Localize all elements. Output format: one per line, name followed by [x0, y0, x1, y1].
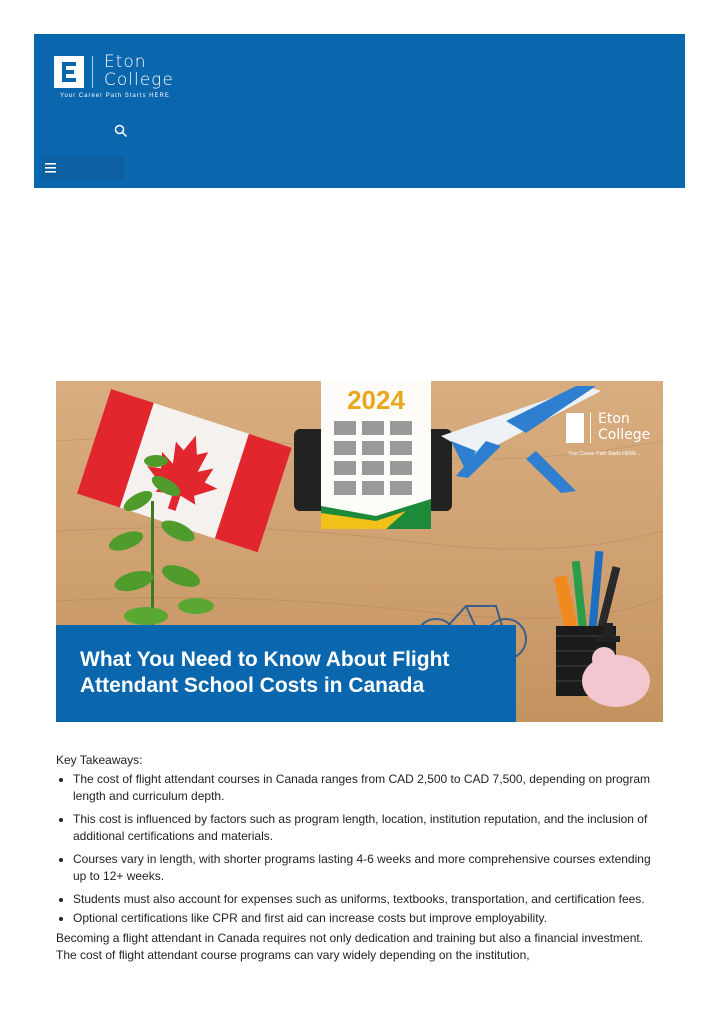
list-item: • Optional certifications like CPR and first aid can increase costs but improve employability. [73, 910, 656, 927]
hero-title-band [56, 625, 516, 722]
hero-eton-logo [566, 411, 661, 471]
search-button[interactable] [114, 124, 134, 142]
key-takeaways-heading: Key Takeaways: [56, 753, 143, 767]
hero-logo-mark [566, 413, 584, 443]
logo-text-college: College [104, 70, 174, 90]
list-item: • Courses vary in length, with shorter programs lasting 4-6 weeks and more comprehensive courses extending up to 12+ weeks. [73, 851, 656, 885]
search-icon [114, 124, 128, 138]
logo-text-eton: Eton [104, 52, 147, 72]
list-item: • This cost is influenced by factors such as program length, location, institution reputation, and the inclusion of additional certifications and materials. [73, 811, 656, 845]
article-content [56, 752, 656, 964]
list-item: • The cost of flight attendant courses in Canada ranges from CAD 2,500 to CAD 7,500, depending on program length and curriculum depth. [73, 771, 656, 805]
hero-logo-tagline: Your Career Path Starts HERE... [568, 451, 641, 457]
logo-separator [92, 56, 93, 88]
eton-college-logo[interactable] [54, 54, 214, 114]
logo-e-mark [54, 56, 84, 88]
hero-logo-text-college: College [598, 427, 651, 443]
key-takeaways-list [56, 771, 656, 927]
list-item: • Students must also account for expenses such as uniforms, textbooks, transportation, and certification fees. [73, 891, 656, 908]
hero-image [56, 381, 663, 722]
hero-title: What You Need to Know About Flight Attendant School Costs in Canada [80, 648, 450, 697]
hamburger-menu-icon [45, 163, 57, 173]
site-header [34, 34, 685, 188]
hero-logo-text-eton: Eton [598, 411, 630, 427]
calendar-year: 2024 [347, 385, 405, 415]
menu-toggle-button[interactable] [42, 157, 124, 179]
logo-tagline: Your Career Path Starts HERE [60, 93, 170, 99]
article-paragraph: Becoming a flight attendant in Canada requires not only dedication and training but also a financial investment. The cost of flight attendant course programs can vary widely depending on the institution, [56, 931, 644, 962]
hero-logo-separator [590, 413, 591, 443]
